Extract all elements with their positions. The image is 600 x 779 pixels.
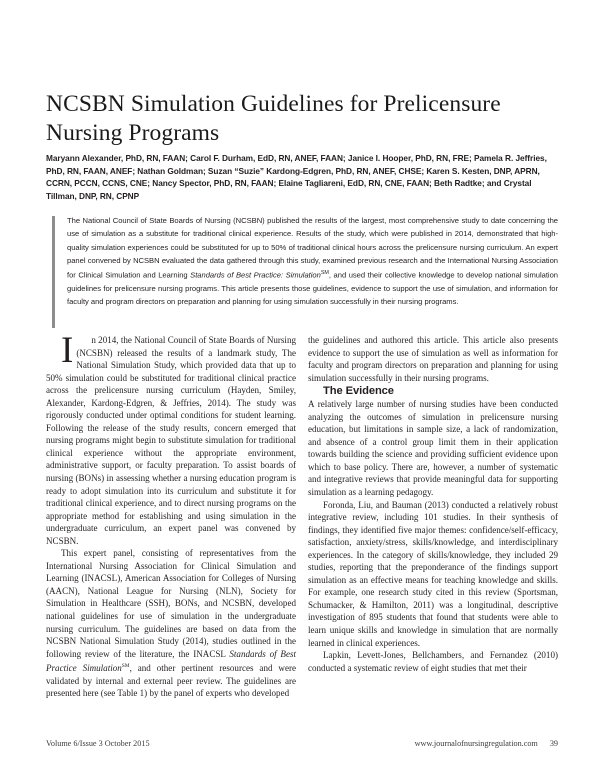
page-title: NCSBN Simulation Guidelines for Prelicensure Nursing Programs: [46, 90, 501, 146]
paragraph-evidence-1: A relatively large number of nursing studies have been conducted analyzing the outcomes of simulation in prelicensure nursing education, but limitations in sample size, a lack of randomization, and absence of a control group limit them in their application towards building the science and providing sufficient evidence upon which to base policy. There are, however, a number of systematic and integrative reviews that provide meaningful data for supporting simulation as a learning pedagogy.: [308, 399, 558, 498]
footer-right-group: [415, 738, 558, 749]
paragraph-intro-text: n 2014, the National Council of State Boards of Nursing (NCSBN) released the results of a landmark study, The National Simulation Study, which provided data that up to 50% simulation could be substituted for traditional clinical practice across the prelicensure nursing curriculum (Hayden, Smiley, Alexander, Kardong-Edgren, & Jeffries, 2014). The study was rigorously conducted under optimal conditions for student learning. Following the release of the study results, concern emerged that nursing programs might begin to substitute simulation for traditional clinical experience without the appropriate environment, administrative support, or faculty preparation. To assist boards of nursing (BONs) in assessing whether a nursing education program is ready to adopt simulation into its curriculum and substitute it for traditional clinical experience, and to direct nursing programs on the appropriate method for establishing and using simulation in the undergraduate curriculum, an expert panel was convened by NCSBN.: [46, 335, 296, 546]
paragraph-expert-panel-text-a: This expert panel, consisting of representatives from the International Nursing Association for Clinical Simulation and Learning (INACSL), American Association for Colleges of Nursing (AACN), National League for Nursing (NLN), Society for Simulation in Healthcare (SSH), BONs, and NCSBN, developed national guidelines for use of simulation in the undergraduate nursing curriculum. The guidelines are based on data from the NCSBN National Simulation Study (2014), studies outlined in the following review of the literature, the INACSL: [46, 548, 296, 659]
footer-issue-info: Volume 6/Issue 3 October 2015: [46, 739, 150, 748]
column-right: [308, 334, 558, 674]
paragraph-inacsl-standards-italic: Standards of Best Practice Simulation: [46, 648, 296, 674]
paragraph-continuation: the guidelines and authored this article. This article also presents evidence to support the use of simulation as well as information for faculty and program directors on preparation and planning for using simulation successfully in their nursing programs.: [308, 335, 558, 383]
abstract-part-2: , and used their collective knowledge to develop national simulation guidelines for prelicensure nursing programs. This article presents those guidelines, evidence to support the use of simulation, and information for faculty and program directors on preparation and planning for using simulation successfully in their nursing programs.: [67, 270, 558, 307]
footer-journal-url: www.journalofnursingregulation.com: [414, 739, 538, 748]
author-list: Maryann Alexander, PhD, RN, FAAN; Carol F. Durham, EdD, RN, ANEF, FAAN; Janice I. Hooper, PhD, RN, FRE; Pamela R. Jeffries, PhD, RN, FAAN, ANEF; Nathan Goldman; Suzan “Suzie” Kardong-Edgren, PhD, RN, ANEF, CHSE; Karen S. Kesten, DNP, APRN, CCRN, PCCN, CCNS, CNE; Nancy Spector, PhD, RN, FAAN; Elaine Tagliareni, EdD, RN, CNE, FAAN; Beth Radtke; and Crystal Tillman, DNP, RN, CPNP: [46, 153, 547, 201]
paragraph-expert-panel-text-b: , and other pertinent resources and were validated by internal and external peer review. The guidelines are presented here (see Table 1) by the panel of experts who developed: [46, 663, 296, 699]
drop-cap-letter: I: [61, 330, 74, 371]
column-left: [46, 330, 296, 700]
footer-page-number: 39: [549, 739, 558, 748]
paragraph-intro: [46, 330, 296, 547]
abstract-superscript-sm: SM: [320, 270, 329, 277]
abstract-italic-title: Standards of Best Practice: Simulation: [190, 270, 321, 280]
paragraph-evidence-2: Foronda, Liu, and Bauman (2013) conducted a relatively robust integrative review, including 101 studies. In their synthesis of findings, they identified five major themes: confidence/self-efficacy, satisfaction, anxiety/stress, skills/knowledge, and interdisciplinary experiences. In the category of skills/knowledge, they included 29 studies, reporting that the preponderance of the findings support simulation as an effective means for teaching knowledge and skills. For example, one research study cited in this review (Sportsman, Schumacker, & Hamilton, 2011) was a longitudinal, descriptive investigation of 895 students that found that students were able to learn unique skills and knowledge in simulation that are normally learned in clinical experiences.: [308, 499, 558, 648]
paragraph-expert-panel: [46, 547, 296, 700]
abstract-part-1: The National Council of State Boards of Nursing (NCSBN) published the results of the largest, most comprehensive study to date concerning the use of simulation as a substitute for traditional clinical experience. Results of the study, which were published in 2014, demonstrated that high-quality simulation experiences could be substituted for up to 50% of traditional clinical hours across the prelicensure nursing curriculum. An expert panel convened by NCSBN evaluated the data gathered through this study, examined previous research and the International Nursing Association for Clinical Simulation and Learning: [67, 216, 558, 280]
paragraph-evidence-3: Lapkin, Levett-Jones, Bellchambers, and Fernandez (2010) conducted a systematic review of eight studies that met their: [308, 650, 558, 673]
paragraph-superscript-sm: SM: [121, 663, 130, 670]
abstract-text: [67, 214, 558, 309]
section-heading-the-evidence: The Evidence: [323, 385, 394, 398]
abstract-accent-bar: [52, 216, 55, 328]
abstract-block: [52, 214, 558, 309]
